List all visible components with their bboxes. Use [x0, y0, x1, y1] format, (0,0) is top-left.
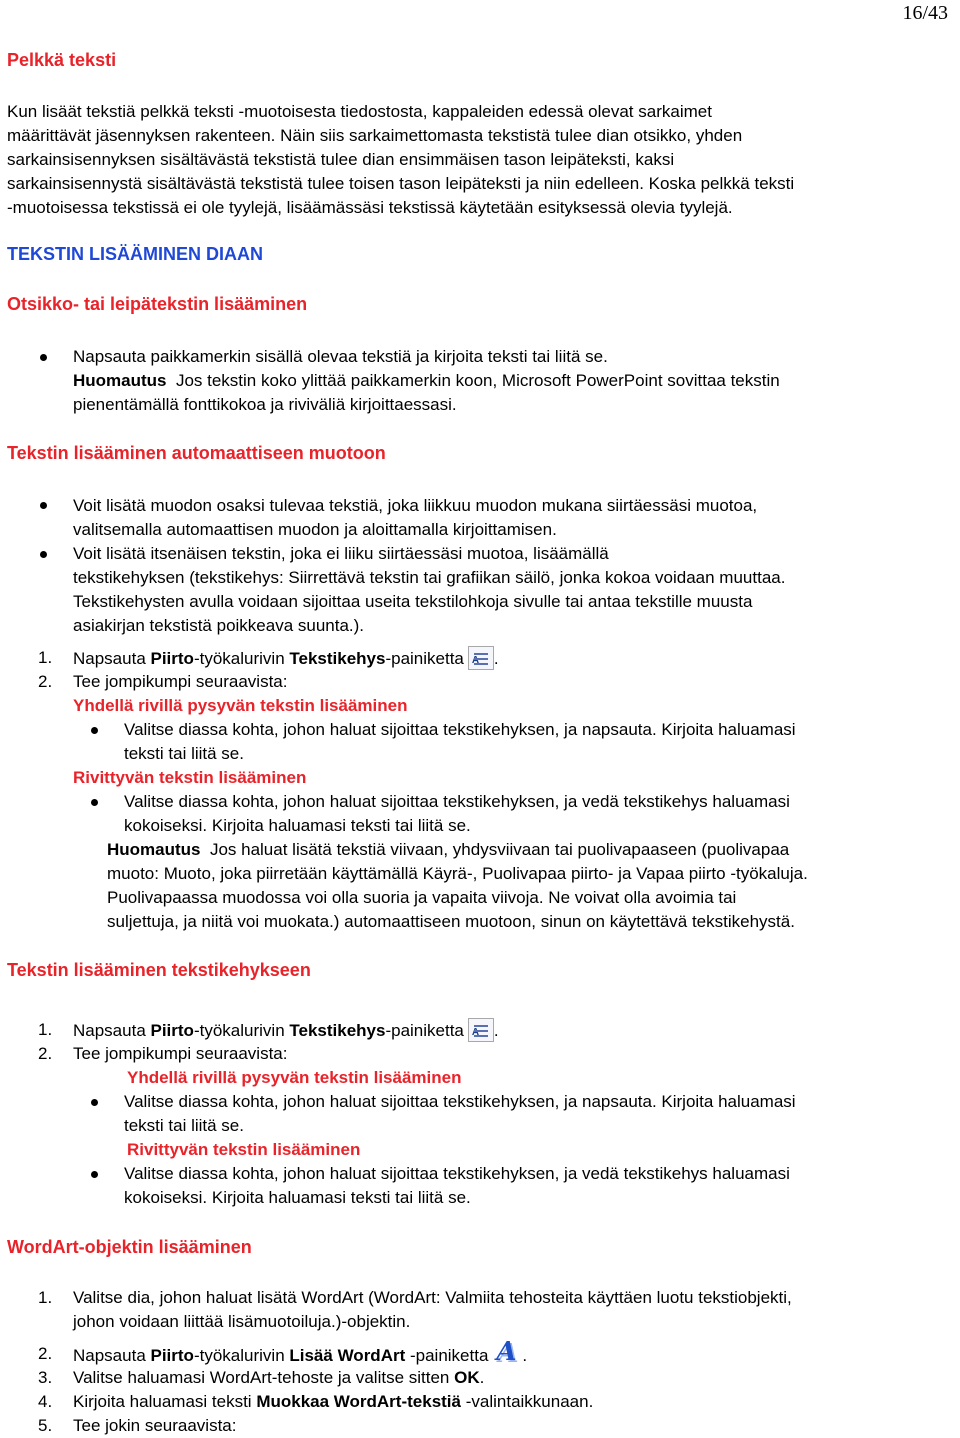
paragraph-line: määrittävät jäsennyksen rakenteen. Näin siis sarkaimettomasta tekstistä tulee dian otsikko, yhden [7, 126, 743, 145]
paragraph-line: sarkainsisennystä sisältävästä tekstistä tulee toisen tason leipäteksti ja niin edelleen. Koska pelkkä teksti [7, 174, 795, 193]
bullet-text: Voit lisätä itsenäisen tekstin, joka ei liiku siirtäessäsi muotoa, lisäämällä [73, 544, 609, 563]
step-text-part: Napsauta [73, 1021, 151, 1040]
step-text-part: Kirjoita haluamasi teksti [73, 1392, 257, 1411]
bullet-text: Voit lisätä muodon osaksi tulevaa tekstiä, joka liikkuu muodon mukana siirtäessäsi muotoa, [73, 496, 758, 515]
note-line: muoto: Muoto, joka piirretään käyttämällä Käyrä-, Puolivapaa piirto- ja Vapaa piirto -työkaluja. [107, 864, 808, 883]
step-text: Tee jompikumpi seuraavista: [73, 672, 288, 691]
bullet-text: kokoiseksi. Kirjoita haluamasi teksti tai liitä se. [124, 816, 471, 835]
bullet-icon [91, 799, 98, 806]
sub-heading: Yhdellä rivillä pysyvän tekstin lisääminen [127, 1068, 462, 1087]
sub-heading: Rivittyvän tekstin lisääminen [73, 768, 307, 787]
paragraph-line: sarkainsisennyksen sisältävästä tekstistä tulee dian ensimmäisen tason leipäteksti, kaksi [7, 150, 675, 169]
bullet-text: Valitse diassa kohta, johon haluat sijoittaa tekstikehyksen, ja napsauta. Kirjoita haluamasi [124, 720, 796, 739]
bullet-text: Valitse diassa kohta, johon haluat sijoittaa tekstikehyksen, ja napsauta. Kirjoita haluamasi [124, 1092, 796, 1111]
note-text: Jos haluat lisätä tekstiä viivaan, yhdysviivaan tai puolivapaaseen (puolivapaa [200, 840, 790, 859]
wordart-icon: A [496, 1337, 517, 1367]
section-heading-kehys: Tekstin lisääminen tekstikehykseen [7, 960, 311, 980]
note-line [73, 369, 780, 393]
bullet-text: Tekstikehysten avulla voidaan sijoittaa useita tekstilohkoja sivulle tai antaa tekstille muusta [73, 592, 753, 611]
section-heading-auto: Tekstin lisääminen automaattiseen muotoon [7, 443, 386, 463]
step-text-bold: Tekstikehys [289, 1021, 386, 1040]
step-number: 1. [38, 648, 53, 667]
step-number: 2. [38, 1344, 53, 1363]
step-text: johon voidaan liittää lisämuotoiluja.)-objektin. [73, 1312, 411, 1331]
main-heading: TEKSTIN LISÄÄMINEN DIAAN [7, 244, 263, 264]
step-text-bold: Muokkaa WordArt-tekstiä [256, 1392, 461, 1411]
paragraph-line: -muotoisessa tekstissä ei ole tyylejä, lisäämässäsi tekstissä käytetään esityksessä olevia tyylejä. [7, 198, 733, 217]
step-text [73, 646, 499, 671]
step-text-part: . [522, 1346, 528, 1365]
step-number: 3. [38, 1368, 53, 1387]
sub-heading: Rivittyvän tekstin lisääminen [127, 1140, 361, 1159]
bullet-text: asiakirjan tekstistä poikkeava suunta.). [73, 616, 365, 635]
note-label: Huomautus [107, 840, 201, 859]
step-text-part: -painiketta [405, 1346, 489, 1365]
step-text-part: -painiketta [385, 1021, 464, 1040]
bullet-text: teksti tai liitä se. [124, 1116, 244, 1135]
step-text-part: -työkalurivin [193, 1021, 290, 1040]
step-text-bold: Piirto [150, 1346, 194, 1365]
bullet-text: valitsemalla automaattisen muodon ja aloittamalla kirjoittamisen. [73, 520, 557, 539]
step-text-part: -työkalurivin [193, 1346, 290, 1365]
step-text-part: . [493, 649, 499, 668]
section-heading-otsikko: Otsikko- tai leipätekstin lisääminen [7, 294, 308, 314]
note-line [107, 838, 789, 862]
step-text-bold: Lisää WordArt [289, 1346, 406, 1365]
bullet-icon [40, 551, 47, 558]
bullet-text: teksti tai liitä se. [124, 744, 244, 763]
bullet-icon [91, 727, 98, 734]
note-line: pienentämällä fonttikokoa ja riviväliä kirjoittaessasi. [73, 395, 457, 414]
step-text: Tee jompikumpi seuraavista: [73, 1044, 288, 1063]
step-text-part: Napsauta [73, 649, 151, 668]
bullet-icon [91, 1099, 98, 1106]
step-text-bold: Tekstikehys [289, 649, 386, 668]
step-text [73, 1390, 593, 1414]
step-text-bold: Piirto [150, 649, 194, 668]
note-line: Puolivapaassa muodossa voi olla suoria ja vapaita viivoja. Ne voivat olla avoimia tai [107, 888, 737, 907]
step-text-part: Napsauta [73, 1346, 151, 1365]
bullet-text: kokoiseksi. Kirjoita haluamasi teksti tai liitä se. [124, 1188, 471, 1207]
step-text: Valitse dia, johon haluat lisätä WordArt (WordArt: Valmiita tehosteita käyttäen luotu tekstiobjekti, [73, 1288, 792, 1307]
step-text [73, 1366, 484, 1390]
bullet-text: Valitse diassa kohta, johon haluat sijoittaa tekstikehyksen, ja vedä tekstikehys haluamasi [124, 792, 790, 811]
textbox-icon: A [468, 1018, 494, 1042]
step-number: 2. [38, 1044, 53, 1063]
step-text-part: -valintaikkunaan. [461, 1392, 594, 1411]
step-text-part: Valitse haluamasi WordArt-tehoste ja valitse sitten [73, 1368, 455, 1387]
bullet-text: tekstikehyksen (tekstikehys: Siirrettävä tekstin tai grafiikan säilö, jonka kokoa voidaan muuttaa. [73, 568, 786, 587]
step-text: Tee jokin seuraavista: [73, 1416, 237, 1435]
bullet-icon [40, 502, 47, 509]
step-number: 5. [38, 1416, 53, 1435]
bullet-text: Valitse diassa kohta, johon haluat sijoittaa tekstikehyksen, ja vedä tekstikehys haluamasi [124, 1164, 790, 1183]
step-text [73, 1337, 528, 1368]
step-number: 1. [38, 1288, 53, 1307]
step-text-part: . [479, 1368, 485, 1387]
bullet-text: Napsauta paikkamerkin sisällä olevaa tekstiä ja kirjoita teksti tai liitä se. [73, 347, 608, 366]
bullet-icon [40, 354, 47, 361]
section-heading-pelkka: Pelkkä teksti [7, 50, 117, 70]
sub-heading: Yhdellä rivillä pysyvän tekstin lisääminen [73, 696, 408, 715]
step-text-part: -työkalurivin [193, 649, 290, 668]
step-text-bold: Piirto [150, 1021, 194, 1040]
step-number: 4. [38, 1392, 53, 1411]
note-line: suljettuja, ja niitä voi muokata.) automaattiseen muotoon, sinun on käytettävä tekstikehystä. [107, 912, 795, 931]
step-number: 1. [38, 1020, 53, 1039]
page-number: 16/43 [902, 2, 948, 24]
textbox-icon: A [468, 646, 494, 670]
note-text: Jos tekstin koko ylittää paikkamerkin koon, Microsoft PowerPoint sovittaa tekstin [166, 371, 780, 390]
step-text-part: -painiketta [385, 649, 464, 668]
step-text-bold: OK [454, 1368, 480, 1387]
step-text [73, 1018, 499, 1043]
bullet-icon [91, 1171, 98, 1178]
step-text-part: . [493, 1021, 499, 1040]
step-number: 2. [38, 672, 53, 691]
section-heading-wordart: WordArt-objektin lisääminen [7, 1237, 252, 1257]
note-label: Huomautus [73, 371, 167, 390]
paragraph-line: Kun lisäät tekstiä pelkkä teksti -muotoisesta tiedostosta, kappaleiden edessä olevat sarkaimet [7, 102, 712, 121]
